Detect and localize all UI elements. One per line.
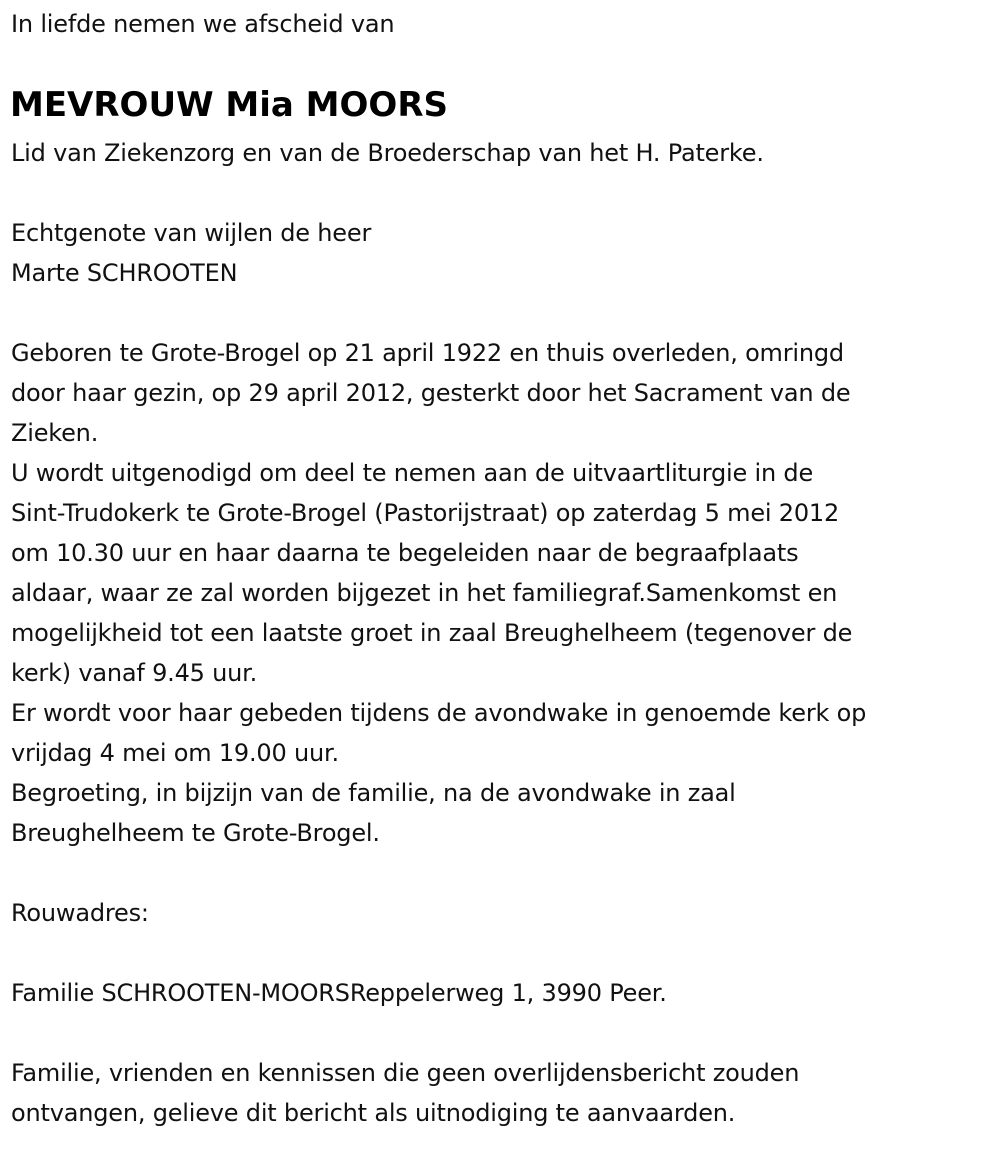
funeral-line: om 10.30 uur en haar daarna te begeleiden naar de begraafplaats xyxy=(11,539,799,567)
closing-line: Familie, vrienden en kennissen die geen overlijdensbericht zouden xyxy=(11,1059,800,1087)
closing-line: ontvangen, gelieve dit bericht als uitnodiging te aanvaarden. xyxy=(11,1099,736,1127)
birth-death-line: door haar gezin, op 29 april 2012, gesterkt door het Sacrament van de xyxy=(11,379,851,407)
address-label: Rouwadres: xyxy=(11,899,149,927)
birth-death-line: Geboren te Grote-Brogel op 21 april 1922 en thuis overleden, omringd xyxy=(11,339,844,367)
greeting-line: Breughelheem te Grote-Brogel. xyxy=(11,819,380,847)
funeral-line: mogelijkheid tot een laatste groet in zaal Breughelheem (tegenover de xyxy=(11,619,853,647)
deceased-name-title: MEVROUW Mia MOORS xyxy=(10,85,448,125)
birth-death-line: Zieken. xyxy=(11,419,99,447)
funeral-line: Sint-Trudokerk te Grote-Brogel (Pastorijstraat) op zaterdag 5 mei 2012 xyxy=(11,499,840,527)
vigil-line: vrijdag 4 mei om 19.00 uur. xyxy=(11,739,339,767)
mourning-address: Familie SCHROOTEN-MOORSReppelerweg 1, 3990 Peer. xyxy=(11,979,667,1007)
vigil-line: Er wordt voor haar gebeden tijdens de avondwake in genoemde kerk op xyxy=(11,699,867,727)
greeting-line: Begroeting, in bijzijn van de familie, na de avondwake in zaal xyxy=(11,779,736,807)
spouse-line-2: Marte SCHROOTEN xyxy=(11,259,238,287)
funeral-line: kerk) vanaf 9.45 uur. xyxy=(11,659,258,687)
funeral-line: aldaar, waar ze zal worden bijgezet in het familiegraf.Samenkomst en xyxy=(11,579,838,607)
funeral-line: U wordt uitgenodigd om deel te nemen aan de uitvaartliturgie in de xyxy=(11,459,814,487)
membership-text: Lid van Ziekenzorg en van de Broederschap van het H. Paterke. xyxy=(11,139,764,167)
intro-text: In liefde nemen we afscheid van xyxy=(11,10,395,38)
spouse-line-1: Echtgenote van wijlen de heer xyxy=(11,219,372,247)
